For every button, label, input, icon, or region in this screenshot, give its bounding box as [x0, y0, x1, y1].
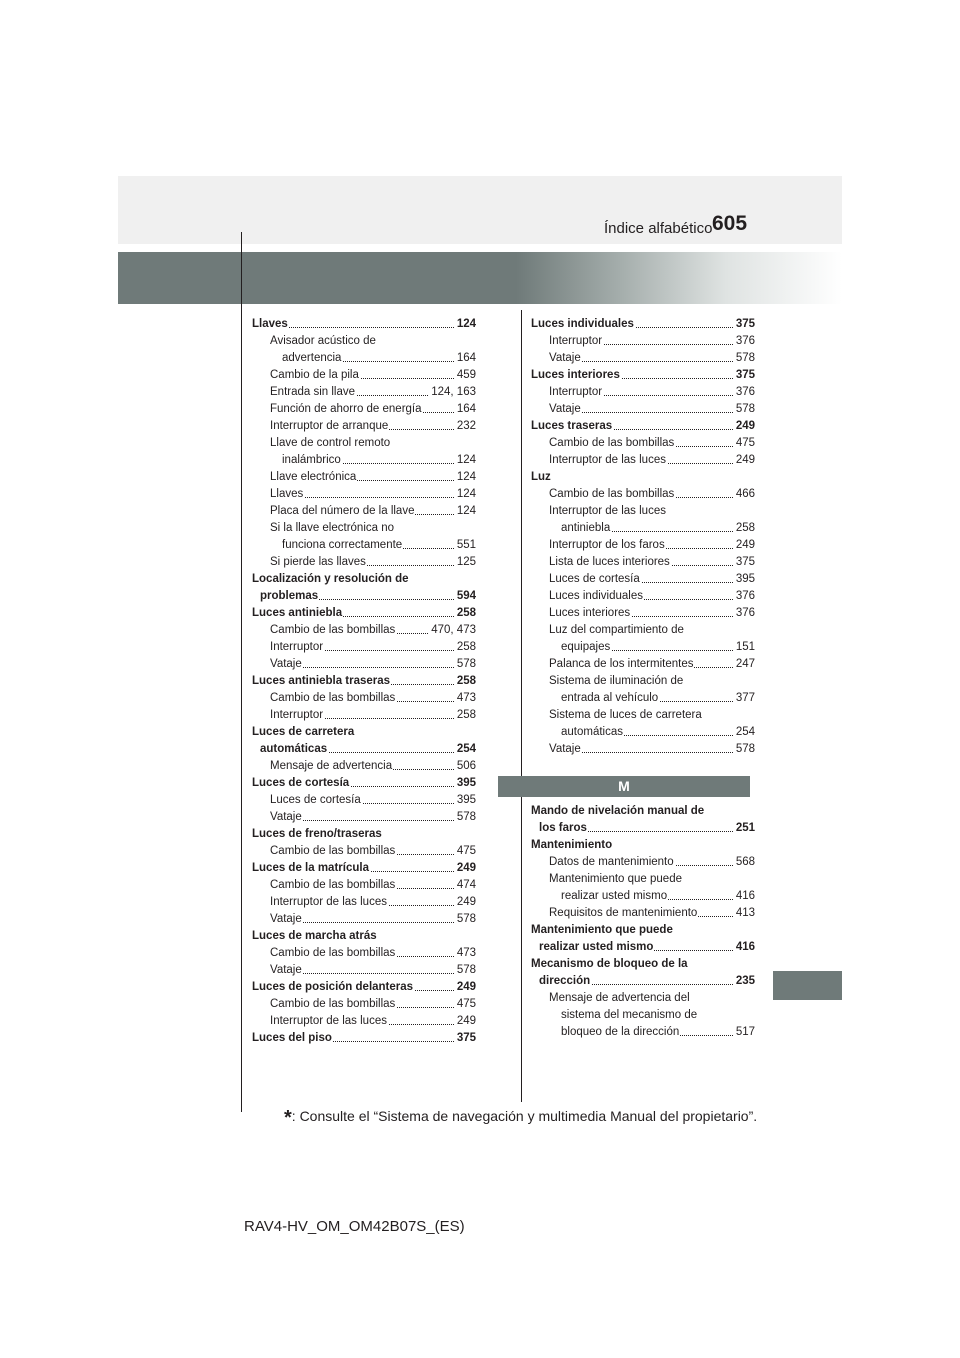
index-entry-page: 375 [734, 554, 755, 571]
index-entry-term: Cambio de la pila [270, 367, 360, 384]
index-entry [531, 622, 755, 639]
index-entry [531, 384, 755, 401]
index-entry [252, 469, 476, 486]
index-entry [531, 803, 755, 820]
index-entry [531, 367, 755, 384]
index-entry-term: Luces de freno/traseras [252, 826, 383, 843]
index-entry [531, 316, 755, 333]
index-entry-term: Interruptor de arranque [270, 418, 389, 435]
index-entry-term: Interruptor de los faros [549, 537, 666, 554]
index-entry-page: 578 [455, 656, 476, 673]
index-entry [531, 656, 755, 673]
index-entry-term: Llaves [270, 486, 304, 503]
index-entry-page: 124, 163 [429, 384, 476, 401]
index-entry-term: Mecanismo de bloqueo de la [531, 956, 689, 973]
page-number: 605 [712, 212, 748, 235]
index-entry-term: Avisador acústico de [270, 333, 377, 350]
index-entry [252, 333, 476, 350]
index-entry [252, 656, 476, 673]
index-entry-term: Vataje [270, 809, 303, 826]
index-entry-page: 466 [734, 486, 755, 503]
index-entry-term: automáticas [260, 741, 328, 758]
index-entry [531, 741, 755, 758]
index-entry-page: 164 [455, 401, 476, 418]
index-entry [252, 571, 476, 588]
index-entry-page: 258 [455, 673, 476, 690]
footnote [284, 1104, 757, 1127]
index-entry-term: Entrada sin llave [270, 384, 356, 401]
index-entry-term: Vataje [549, 741, 582, 758]
index-entry [531, 990, 755, 1007]
index-entry [531, 520, 755, 537]
index-entry-term: funciona correctamente [282, 537, 403, 554]
index-entry-page: 474 [455, 877, 476, 894]
index-entry [252, 690, 476, 707]
index-entry [252, 911, 476, 928]
index-entry-page: 376 [734, 605, 755, 622]
index-entry-page: 578 [734, 350, 755, 367]
index-entry [252, 962, 476, 979]
index-entry-page: 416 [734, 939, 755, 956]
center-column-rule [521, 310, 522, 1102]
index-entry-term: Luces de posición delanteras [252, 979, 414, 996]
index-entry-term: Luces de la matrícula [252, 860, 370, 877]
index-entry-term: bloqueo de la dirección [561, 1024, 680, 1041]
index-entry-term: Cambio de las bombillas [270, 622, 396, 639]
index-entry-term: Interruptor [270, 639, 324, 656]
index-entry [252, 741, 476, 758]
index-entry [531, 973, 755, 990]
index-entry-page: 124 [455, 452, 476, 469]
index-entry [531, 939, 755, 956]
index-entry-term: Llave electrónica [270, 469, 357, 486]
index-entry [531, 469, 755, 486]
index-right-column-top [531, 316, 755, 758]
index-entry [531, 452, 755, 469]
index-entry-page: 578 [455, 809, 476, 826]
index-entry-term: Luces de carretera [252, 724, 355, 741]
index-entry-term: los faros [539, 820, 588, 837]
index-entry-page: 235 [734, 973, 755, 990]
index-entry-page: 254 [455, 741, 476, 758]
index-entry-term: Sistema de luces de carretera [549, 707, 703, 724]
index-entry [252, 758, 476, 775]
index-entry [531, 673, 755, 690]
index-entry [252, 537, 476, 554]
index-entry [252, 554, 476, 571]
index-entry-page: 395 [455, 792, 476, 809]
index-entry-term: Lista de luces interiores [549, 554, 671, 571]
index-entry-term: Mensaje de advertencia [270, 758, 393, 775]
index-entry-term: Vataje [549, 350, 582, 367]
index-entry-term: Vataje [270, 656, 303, 673]
index-entry [252, 384, 476, 401]
index-entry-term: Vataje [549, 401, 582, 418]
index-entry-term: Cambio de las bombillas [270, 996, 396, 1013]
index-entry-page: 506 [455, 758, 476, 775]
index-entry [531, 690, 755, 707]
index-entry [531, 571, 755, 588]
index-entry [531, 888, 755, 905]
index-entry [252, 996, 476, 1013]
index-entry [252, 401, 476, 418]
index-entry-term: dirección [539, 973, 591, 990]
index-entry-term: Luces de cortesía [270, 792, 362, 809]
index-entry-page: 395 [455, 775, 476, 792]
index-entry-page: 377 [734, 690, 755, 707]
index-entry-page: 124 [455, 503, 476, 520]
index-entry-term: inalámbrico [282, 452, 342, 469]
index-entry-term: Luces interiores [531, 367, 621, 384]
index-entry [252, 979, 476, 996]
index-entry [252, 503, 476, 520]
index-entry [252, 792, 476, 809]
index-entry-term: Cambio de las bombillas [270, 843, 396, 860]
index-entry-term: Luces antiniebla [252, 605, 343, 622]
index-entry [531, 854, 755, 871]
index-entry-page: 124 [455, 316, 476, 333]
index-entry-page: 473 [455, 690, 476, 707]
index-entry [531, 333, 755, 350]
index-entry-page: 251 [734, 820, 755, 837]
index-entry-term: Interruptor de las luces [270, 894, 388, 911]
index-entry [252, 928, 476, 945]
index-entry [531, 871, 755, 888]
index-entry-page: 164 [455, 350, 476, 367]
chapter-side-tab [773, 971, 842, 1000]
index-entry [531, 605, 755, 622]
index-entry-page: 578 [734, 741, 755, 758]
index-entry-page: 151 [734, 639, 755, 656]
index-entry [531, 724, 755, 741]
index-right-column-bottom [531, 803, 755, 1041]
index-entry-page: 254 [734, 724, 755, 741]
index-entry-page: 594 [455, 588, 476, 605]
index-entry [252, 520, 476, 537]
index-entry-term: Cambio de las bombillas [549, 435, 675, 452]
footnote-text: : Consulte el “Sistema de navegación y multimedia Manual del propietario”. [291, 1108, 758, 1124]
index-entry [252, 724, 476, 741]
index-entry [252, 860, 476, 877]
document-code: RAV4-HV_OM_OM42B07S_(ES) [244, 1218, 465, 1235]
index-entry-page: 258 [455, 605, 476, 622]
index-entry-term: Luces de marcha atrás [252, 928, 378, 945]
index-entry-page: 413 [734, 905, 755, 922]
index-entry [531, 820, 755, 837]
index-entry [252, 588, 476, 605]
index-entry-page: 249 [455, 860, 476, 877]
index-entry-page: 258 [734, 520, 755, 537]
index-entry-term: Luces del piso [252, 1030, 333, 1047]
index-entry-term: Vataje [270, 911, 303, 928]
index-entry-term: Cambio de las bombillas [549, 486, 675, 503]
index-entry-term: Mantenimiento que puede [531, 922, 674, 939]
index-entry-term: Luces individuales [531, 316, 635, 333]
footnote-marker: * [284, 1107, 292, 1129]
index-entry [252, 673, 476, 690]
header-gradient-bar [118, 252, 842, 304]
index-entry-page: 416 [734, 888, 755, 905]
index-entry-page: 258 [455, 639, 476, 656]
index-entry [252, 350, 476, 367]
index-entry-term: Cambio de las bombillas [270, 877, 396, 894]
index-entry [531, 639, 755, 656]
index-entry [252, 707, 476, 724]
index-entry-term: Palanca de los intermitentes [549, 656, 694, 673]
index-entry-term: Si pierde las llaves [270, 554, 367, 571]
index-entry [252, 843, 476, 860]
index-entry [252, 367, 476, 384]
index-entry-term: Placa del número de la llave [270, 503, 415, 520]
index-entry-term: Mando de nivelación manual de [531, 803, 705, 820]
index-entry [252, 945, 476, 962]
index-entry-page: 395 [734, 571, 755, 588]
index-entry [531, 707, 755, 724]
index-entry-page: 249 [734, 452, 755, 469]
index-entry-page: 475 [455, 996, 476, 1013]
index-entry [252, 418, 476, 435]
index-entry-page: 247 [734, 656, 755, 673]
index-entry-term: Luces traseras [531, 418, 613, 435]
index-entry [531, 956, 755, 973]
index-entry [252, 639, 476, 656]
index-entry-term: Función de ahorro de energía [270, 401, 423, 418]
index-entry-page: 249 [734, 537, 755, 554]
index-entry [531, 905, 755, 922]
index-entry [252, 877, 476, 894]
index-entry-page: 375 [455, 1030, 476, 1047]
index-entry [531, 588, 755, 605]
index-entry-term: Llave de control remoto [270, 435, 391, 452]
index-entry-page: 376 [734, 384, 755, 401]
index-entry [531, 486, 755, 503]
index-entry [252, 826, 476, 843]
index-entry-term: Luces interiores [549, 605, 631, 622]
index-entry [252, 486, 476, 503]
index-entry-term: Luces de cortesía [549, 571, 641, 588]
index-entry [252, 1013, 476, 1030]
index-entry-page: 475 [734, 435, 755, 452]
index-entry [531, 503, 755, 520]
index-entry-term: Interruptor de las luces [549, 452, 667, 469]
index-entry [531, 1007, 755, 1024]
index-entry-term: Luces de cortesía [252, 775, 350, 792]
index-entry-page: 249 [455, 894, 476, 911]
index-entry-page: 376 [734, 588, 755, 605]
index-entry [252, 435, 476, 452]
index-entry-term: Cambio de las bombillas [270, 690, 396, 707]
index-entry-term: Interruptor [549, 333, 603, 350]
index-entry [531, 554, 755, 571]
index-entry [531, 350, 755, 367]
index-entry-term: Interruptor de las luces [549, 503, 667, 520]
index-entry-term: realizar usted mismo [561, 888, 668, 905]
index-entry-page: 125 [455, 554, 476, 571]
index-entry-page: 375 [734, 316, 755, 333]
index-entry-page: 249 [734, 418, 755, 435]
index-entry-term: Si la llave electrónica no [270, 520, 395, 537]
index-entry [531, 401, 755, 418]
index-entry [252, 775, 476, 792]
index-entry-page: 258 [455, 707, 476, 724]
index-left-column [252, 316, 476, 1047]
index-entry-term: Localización y resolución de [252, 571, 410, 588]
index-entry-term: problemas [260, 588, 319, 605]
index-entry [531, 537, 755, 554]
index-entry [531, 922, 755, 939]
index-entry-page: 375 [734, 367, 755, 384]
index-entry-page: 473 [455, 945, 476, 962]
index-entry-term: Mantenimiento que puede [549, 871, 683, 888]
index-entry-term: Sistema de iluminación de [549, 673, 684, 690]
index-entry-page: 376 [734, 333, 755, 350]
index-entry-page: 475 [455, 843, 476, 860]
index-entry [252, 809, 476, 826]
index-entry-term: sistema del mecanismo de [561, 1007, 698, 1024]
index-entry-page: 578 [455, 911, 476, 928]
index-entry-page: 459 [455, 367, 476, 384]
index-entry [252, 622, 476, 639]
index-entry-term: equipajes [561, 639, 611, 656]
index-entry [531, 435, 755, 452]
index-entry [531, 837, 755, 854]
index-entry-term: Vataje [270, 962, 303, 979]
index-entry-term: Datos de mantenimiento [549, 854, 675, 871]
index-entry-page: 578 [734, 401, 755, 418]
index-entry [252, 1030, 476, 1047]
index-entry-page: 517 [734, 1024, 755, 1041]
index-entry-term: Luces antiniebla traseras [252, 673, 391, 690]
index-entry [252, 894, 476, 911]
index-entry-term: Luz [531, 469, 552, 486]
index-entry-term: advertencia [282, 350, 342, 367]
index-entry-term: Interruptor de las luces [270, 1013, 388, 1030]
index-entry-term: Cambio de las bombillas [270, 945, 396, 962]
index-entry [252, 605, 476, 622]
index-entry-term: antiniebla [561, 520, 611, 537]
index-entry-term: Interruptor [549, 384, 603, 401]
index-entry-page: 124 [455, 486, 476, 503]
index-entry [252, 316, 476, 333]
index-entry-page: 124 [455, 469, 476, 486]
index-entry-term: entrada al vehículo [561, 690, 659, 707]
index-entry [531, 418, 755, 435]
index-entry-term: Llaves [252, 316, 289, 333]
index-entry-term: Luz del compartimiento de [549, 622, 685, 639]
index-entry-page: 249 [455, 1013, 476, 1030]
index-entry-page: 578 [455, 962, 476, 979]
index-entry-term: realizar usted mismo [539, 939, 654, 956]
index-entry-term: Interruptor [270, 707, 324, 724]
index-entry-term: Luces individuales [549, 588, 644, 605]
letter-heading-m: M [498, 776, 750, 797]
index-entry-page: 568 [734, 854, 755, 871]
index-entry-page: 551 [455, 537, 476, 554]
index-entry-term: Mantenimiento [531, 837, 613, 854]
index-entry-term: automáticas [561, 724, 624, 741]
index-entry-term: Mensaje de advertencia del [549, 990, 691, 1007]
index-entry-term: Requisitos de mantenimiento [549, 905, 698, 922]
index-entry [531, 1024, 755, 1041]
index-entry [252, 452, 476, 469]
index-entry-page: 232 [455, 418, 476, 435]
index-entry-page: 470, 473 [429, 622, 476, 639]
section-title: Índice alfabético [604, 220, 713, 237]
left-column-rule [241, 232, 242, 1112]
index-entry-page: 249 [455, 979, 476, 996]
